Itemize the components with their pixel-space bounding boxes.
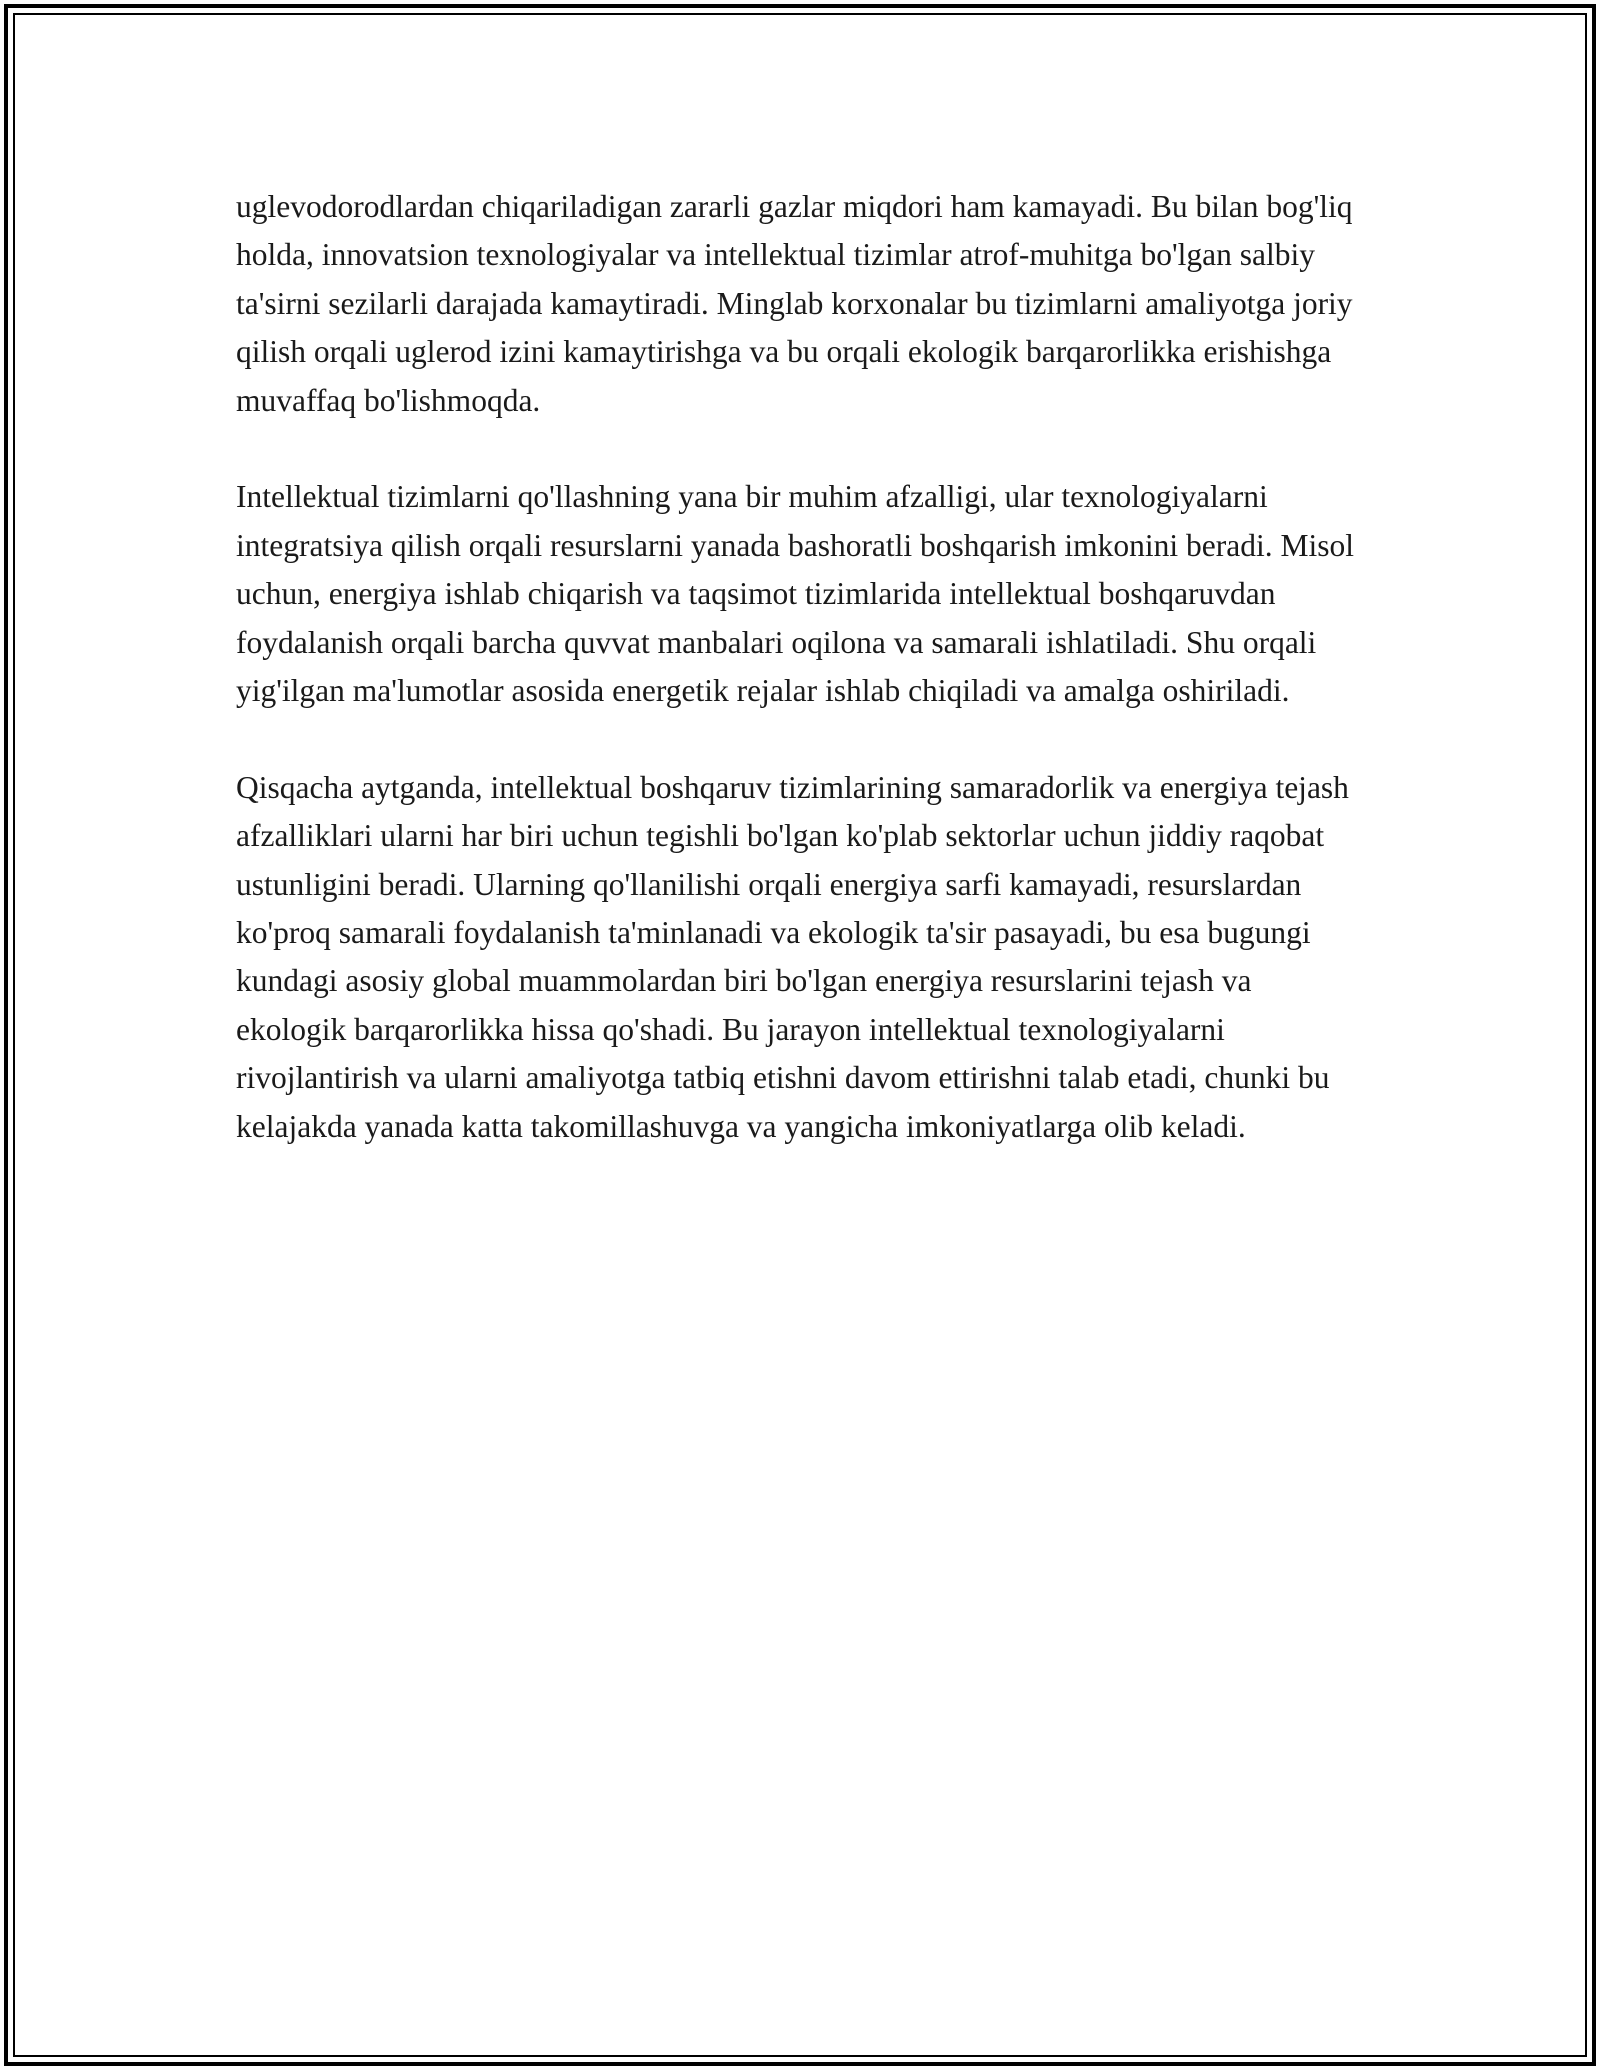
document-body [236, 183, 1366, 1151]
paragraph-3: Qisqacha aytganda, intellektual boshqaruv tizimlarining samaradorlik va energiya tejash afzalliklari ularni har biri uchun tegishli bo'lgan ko'plab sektorlar uchun jiddiy raqobat ustunligini beradi. Ularning qo'llanilishi orqali energiya sarfi kamayadi, resurslardan ko'proq samarali foydalanish ta'minlanadi va ekologik ta'sir pasayadi, bu esa bugungi kundagi asosiy global muammolardan biri bo'lgan energiya resurslarini tejash va ekologik barqarorlikka hissa qo'shadi. Bu jarayon intellektual texnologiyalarni rivojlantirish va ularni amaliyotga tatbiq etishni davom ettirishni talab etadi, chunki bu kelajakda yanada katta takomillashuvga va yangicha imkoniyatlarga olib keladi. [236, 769, 1349, 1144]
paragraph-2: Intellektual tizimlarni qo'llashning yana bir muhim afzalligi, ular texnologiyalarni integratsiya qilish orqali resurslarni yanada bashoratli boshqarish imkonini beradi. Misol uchun, energiya ishlab chiqarish va taqsimot tizimlarida intellektual boshqaruvdan foydalanish orqali barcha quvvat manbalari oqilona va samarali ishlatiladi. Shu orqali yig'ilgan ma'lumotlar asosida energetik rejalar ishlab chiqiladi va amalga oshiriladi. [236, 479, 1355, 709]
paragraph-1: uglevodorodlardan chiqariladigan zararli gazlar miqdori ham kamayadi. Bu bilan bog'liq holda, innovatsion texnologiyalar va intellektual tizimlar atrof-muhitga bo'lgan salbiy ta'sirni sezilarli darajada kamaytiradi. Minglab korxonalar bu tizimlarni amaliyotga joriy qilish orqali uglerod izini kamaytirishga va bu orqali ekologik barqarorlikka erishishga muvaffaq bo'lishmoqda. [236, 189, 1353, 418]
